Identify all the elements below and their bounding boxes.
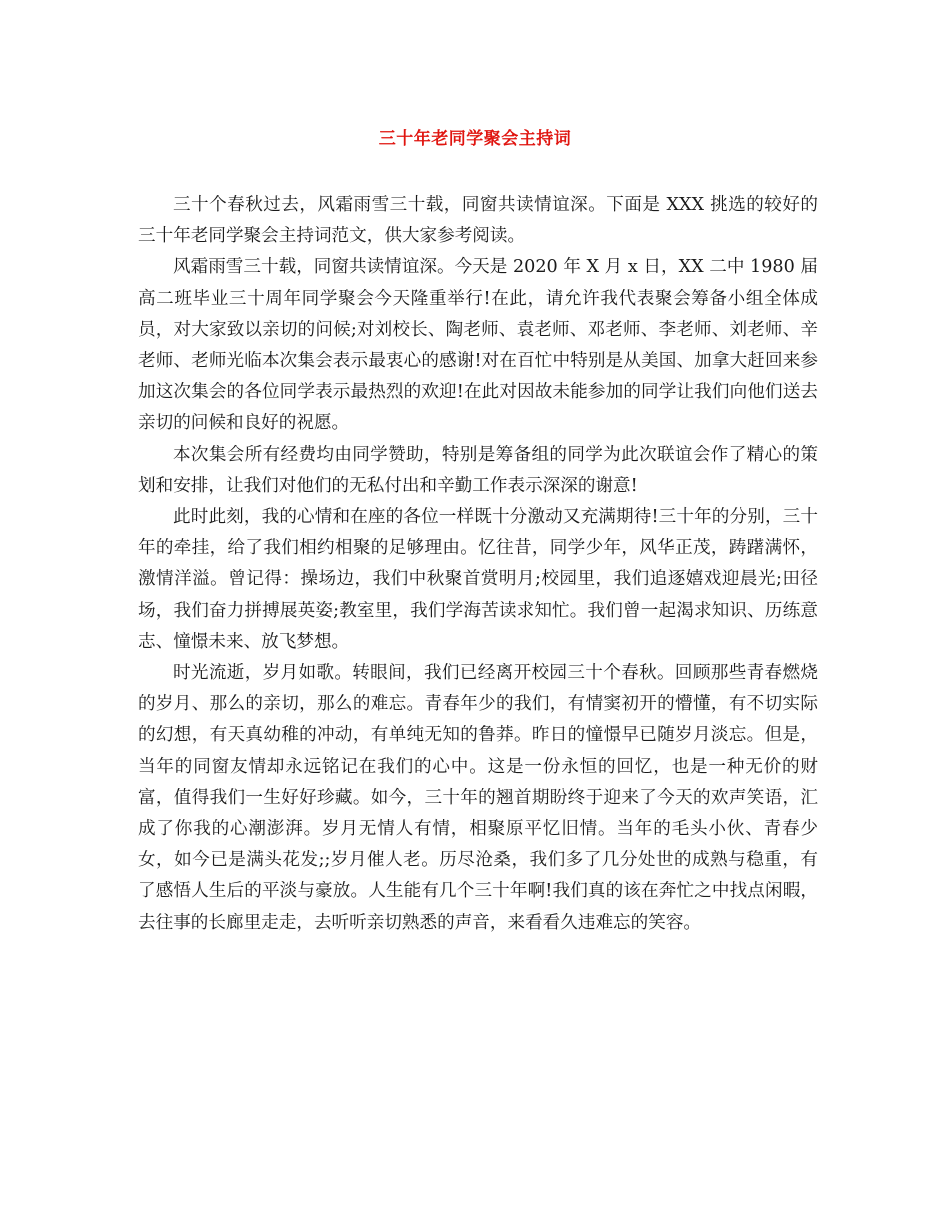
- paragraph-thanks: 本次集会所有经费均由同学赞助，特别是筹备组的同学为此次联谊会作了精心的策划和安排，让我们对他们的无私付出和辛勤工作表示深深的谢意!: [138, 444, 818, 496]
- paragraph-memories: 此时此刻，我的心情和在座的各位一样既十分激动又充满期待!三十年的分别，三十年的牵挂，给了我们相约相聚的足够理由。忆往昔，同学少年，风华正茂，踌躇满怀，激情洋溢。曾记得：操场边，我们中秋聚首赏明月;校园里，我们追逐嬉戏迎晨光;田径场，我们奋力拼搏展英姿;教室里，我们学海苦读求知忙。我们曾一起渴求知识、历练意志、憧憬未来、放飞梦想。: [138, 507, 818, 652]
- document-body: [138, 190, 818, 939]
- paragraph-reflection: 时光流逝，岁月如歌。转眼间，我们已经离开校园三十个春秋。回顾那些青春燃烧的岁月、那么的亲切，那么的难忘。青春年少的我们，有情窦初开的懵懂，有不切实际的幻想，有天真幼稚的冲动，有单纯无知的鲁莽。昨日的憧憬早已随岁月淡忘。但是，当年的同窗友情却永远铭记在我们的心中。这是一份永恒的回忆，也是一种无价的财富，值得我们一生好好珍藏。如今，三十年的翘首期盼终于迎来了今天的欢声笑语，汇成了你我的心潮澎湃。岁月无情人有情，相聚原平忆旧情。当年的毛头小伙、青春少女，如今已是满头花发;;岁月催人老。历尽沧桑，我们多了几分处世的成熟与稳重，有了感悟人生后的平淡与豪放。人生能有几个三十年啊!我们真的该在奔忙之中找点闲暇，去往事的长廊里走走，去听听亲切熟悉的声音，来看看久违难忘的笑容。: [138, 663, 818, 933]
- paragraph-greeting: 风霜雨雪三十载，同窗共读情谊深。今天是 2020 年 X 月 x 日，XX 二中 1980 届高二班毕业三十周年同学聚会今天隆重举行!在此，请允许我代表聚会筹备小组全体成员，对大家致以亲切的问候;对刘校长、陶老师、袁老师、邓老师、李老师、刘老师、辛老师、老师光临本次集会表示最衷心的感谢!对在百忙中特别是从美国、加拿大赶回来参加这次集会的各位同学表示最热烈的欢迎!在此对因故未能参加的同学让我们向他们送去亲切的问候和良好的祝愿。: [138, 257, 818, 434]
- paragraph-intro: 三十个春秋过去，风霜雨雪三十载，同窗共读情谊深。下面是 XXX 挑选的较好的三十年老同学聚会主持词范文，供大家参考阅读。: [138, 195, 818, 247]
- document-title: 三十年老同学聚会主持词: [378, 129, 572, 149]
